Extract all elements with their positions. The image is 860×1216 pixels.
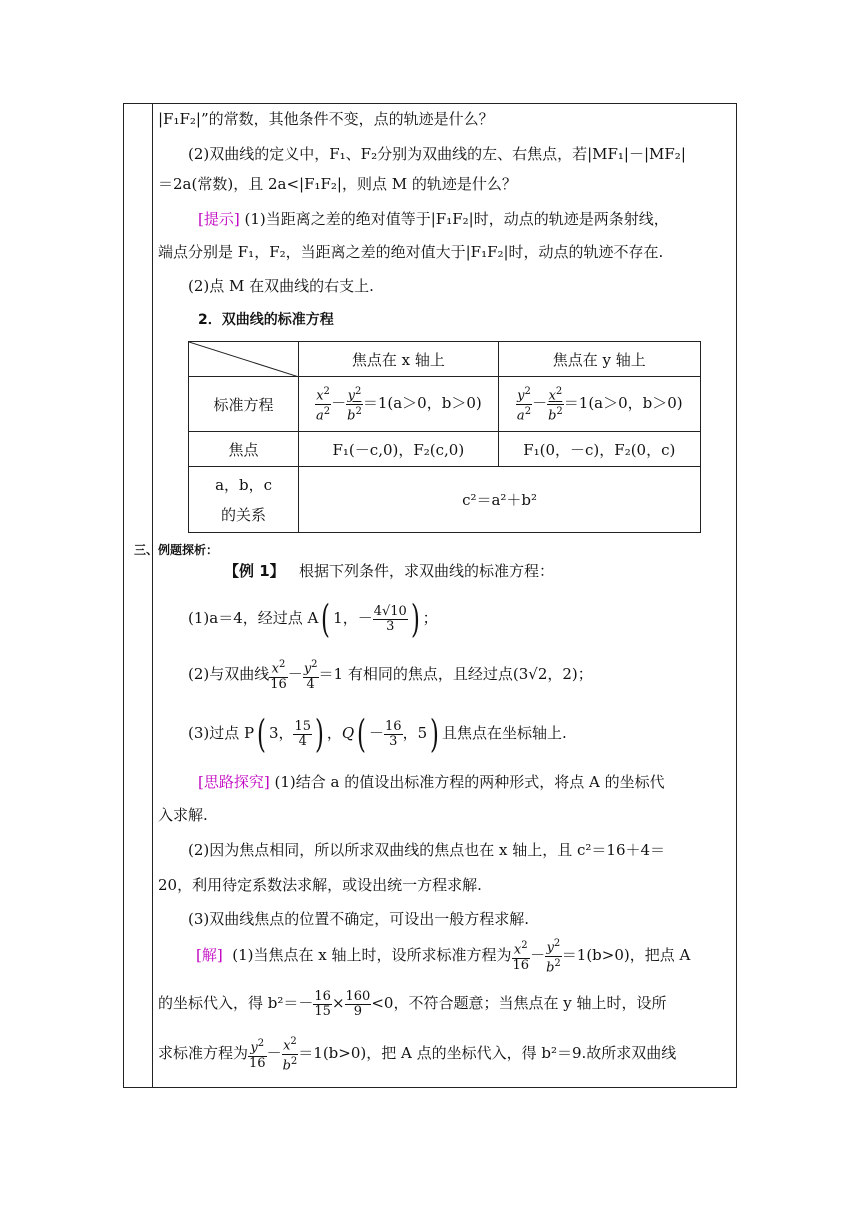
paragraph-p2b: ＝2a(常数)，且 2a<|F₁F₂|，则点 M 的轨迹是什么？ [158, 175, 517, 193]
fraction-y2-b2: $\frac{y^2}{b^2}$ [347, 386, 362, 423]
solution-text-3a: 求标准方程为 [158, 1044, 249, 1062]
table-row-label-relation [189, 467, 299, 533]
example-1-line [224, 561, 554, 581]
fraction-16-3: $\frac{16}{3}$ [385, 718, 402, 749]
table-cell-y-equation: $\frac{y^2}{a^2}$ － $\frac{x^2}{b^2}$ ＝1(a＞0，b＞0) [498, 377, 700, 432]
fraction-y2-16-sol: $\frac{y^2}{16}$ [249, 1038, 266, 1071]
fraction-160-9: $\frac{160}{9}$ [345, 988, 371, 1019]
x-equation-condition: ＝1(a＞0，b＞0) [362, 394, 482, 412]
solution-tag: [解] [196, 946, 223, 964]
solution-line-2: 的坐标代入，得 b²＝－ $\frac{16}{15}$ × $\frac{160}{9}$ <0，不符合题意；当焦点在 y 轴上时，设所 [158, 988, 667, 1019]
think-line-4: 20，利用待定系数法求解，或设出统一方程求解. [158, 876, 482, 894]
hyperbola-standard-table [188, 341, 701, 533]
section-title-standard-equation: 2．双曲线的标准方程 [198, 312, 334, 328]
table-header-y-axis: 焦点在 y 轴上 [498, 342, 700, 377]
example-text: 根据下列条件，求双曲线的标准方程： [298, 562, 554, 580]
hint-line-1 [198, 209, 669, 229]
example-tag: 【例 1】 [224, 562, 285, 580]
table-corner-cell [189, 342, 299, 377]
think-line-2: 入求解. [158, 806, 208, 824]
question-1-prefix: (1)a＝4，经过点 A [188, 609, 319, 627]
fraction-y2-b2-sol: $\frac{y^2}{b^2}$ [546, 938, 561, 975]
paragraph-p2a: (2)双曲线的定义中，F₁、F₂分别为双曲线的左、右焦点，若|MF₁|－|MF₂| [188, 145, 686, 163]
table-header-x-axis: 焦点在 x 轴上 [299, 342, 498, 377]
question-2-suffix: ＝1 有相同的焦点，且经过点(3√2，2)； [318, 665, 593, 683]
hint-line-2: 端点分别是 F₁，F₂，当距离之差的绝对值大于|F₁F₂|时，动点的轨迹不存在. [158, 243, 664, 261]
y-equation-condition: ＝1(a＞0，b＞0) [563, 394, 683, 412]
margin-divider [152, 104, 153, 1087]
relation-label-line-2: 的关系 [221, 505, 267, 524]
question-1: (1)a＝4，经过点 A( 1，－ $\frac{4√10}{3}$ ) ； [188, 597, 438, 641]
think-text-1: (1)结合 a 的值设出标准方程的两种形式，将点 A 的坐标代 [274, 773, 665, 791]
fraction-x2-b2: $\frac{x^2}{b^2}$ [548, 386, 563, 423]
question-2-prefix: (2)与双曲线 [188, 665, 270, 683]
solution-line-1: [解] (1)当焦点在 x 轴上时，设所求标准方程为 $\frac{x^2}{16}$ － $\frac{y^2}{b^2}$ ＝1(b>0)，把点 A [196, 938, 691, 975]
solution-line-3: 求标准方程为 $\frac{y^2}{16}$ － $\frac{x^2}{b^2}$ ＝1(b>0)，把 A 点的坐标代入，得 b²＝9.故所求双曲线 [158, 1036, 677, 1073]
think-tag: [思路探究] [198, 773, 270, 791]
question-3-prefix: (3)过点 P [188, 724, 255, 742]
hint-tag: [提示] [198, 210, 240, 228]
fraction-16-15: $\frac{16}{15}$ [314, 988, 331, 1019]
solution-text-3b: ＝1(b>0)，把 A 点的坐标代入，得 b²＝9.故所求双曲线 [298, 1044, 677, 1062]
think-line-5: (3)双曲线焦点的位置不确定，可设出一般方程求解. [188, 910, 530, 928]
solution-text-2b: <0，不符合题意；当焦点在 y 轴上时，设所 [371, 994, 667, 1012]
solution-text-2a: 的坐标代入，得 b²＝－ [158, 994, 314, 1012]
table-row-label-equation: 标准方程 [189, 377, 299, 432]
fraction-4root10-3: $\frac{4√10}{3}$ [373, 603, 407, 634]
question-2: (2)与双曲线 $\frac{x^2}{16}$ － $\frac{y^2}{4}$ ＝1 有相同的焦点，且经过点(3√2，2)； [188, 659, 593, 692]
fraction-15-4: $\frac{15}{4}$ [294, 718, 312, 749]
section-title-examples: 三、例题探析： [134, 543, 219, 557]
table-cell-relation: c²＝a²＋b² [299, 467, 701, 533]
fraction-x2-a2: $\frac{x^2}{a^2}$ [315, 386, 331, 423]
fraction-x2-16: $\frac{x^2}{16}$ [270, 659, 287, 692]
table-row-label-foci: 焦点 [189, 432, 299, 467]
question-3-suffix: 且焦点在坐标轴上. [441, 724, 567, 742]
think-line-1 [198, 772, 665, 792]
solution-text-1a: (1)当焦点在 x 轴上时，设所求标准方程为 [232, 946, 512, 964]
question-3: (3)过点 P( 3， $\frac{15}{4}$ ) ，Q( － $\frac{16}{3}$ ，5) 且焦点在坐标轴上. [188, 712, 567, 756]
fraction-y2-a2: $\frac{y^2}{a^2}$ [516, 386, 532, 423]
relation-label-line-1: a，b，c [215, 475, 273, 494]
solution-text-1b: ＝1(b>0)，把点 A [561, 946, 691, 964]
diagonal-line [189, 342, 299, 377]
hint-text-1: (1)当距离之差的绝对值等于|F₁F₂|时，动点的轨迹是两条射线， [244, 210, 669, 228]
table-cell-y-foci: F₁(0，－c)，F₂(0，c) [498, 432, 700, 467]
paragraph-p1: |F₁F₂|”的常数，其他条件不变，点的轨迹是什么？ [158, 110, 494, 128]
fraction-y2-4: $\frac{y^2}{4}$ [303, 659, 318, 692]
table-cell-x-foci: F₁(－c,0)，F₂(c,0) [299, 432, 498, 467]
hint-line-3: (2)点 M 在双曲线的右支上. [188, 277, 374, 295]
table-cell-x-equation: $\frac{x^2}{a^2}$ － $\frac{y^2}{b^2}$ ＝1(a＞0，b＞0) [299, 377, 498, 432]
fraction-x2-16-sol: $\frac{x^2}{16}$ [512, 940, 530, 973]
think-line-3: (2)因为焦点相同，所以所求双曲线的焦点也在 x 轴上，且 c²＝16＋4＝ [188, 841, 666, 859]
fraction-x2-b2-sol: $\frac{x^2}{b^2}$ [282, 1036, 298, 1073]
